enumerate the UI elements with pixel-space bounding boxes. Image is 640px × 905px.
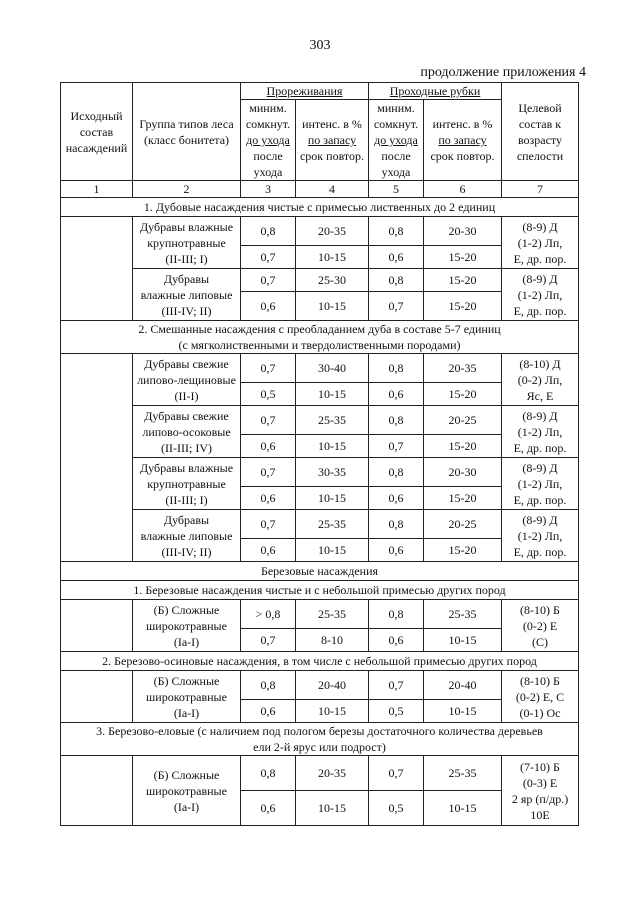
h5-line-1: миним. (377, 101, 415, 115)
table-row (61, 756, 579, 791)
section-row (61, 321, 579, 354)
section-title (61, 723, 579, 756)
col-num: 2 (133, 181, 241, 198)
value-cell: 10-15 (296, 435, 369, 458)
target-composition-cell (502, 217, 579, 269)
value-cell: 0,6 (241, 292, 296, 321)
type-line: (Б) Сложные (153, 673, 220, 688)
value-cell: 20-40 (424, 671, 502, 700)
value-cell: 10-15 (424, 791, 502, 826)
target-line: (1-2) Лп, (517, 476, 563, 491)
target-line: (8-9) Д (522, 512, 558, 527)
target-line: (8-10) Б (520, 673, 560, 688)
type-line: Дубравы свежие (144, 408, 229, 423)
target-line: (0-2) Е, С (515, 689, 565, 704)
target-line: (1-2) Лп, (517, 424, 563, 439)
type-line: (III-IV; II) (161, 544, 212, 559)
target-line: (7-10) Б (520, 759, 560, 774)
h3-line-2: сомкнут. (245, 117, 291, 131)
value-cell: 15-20 (424, 383, 502, 406)
target-line: (0-1) Ос (519, 705, 561, 720)
value-cell: 25-35 (296, 510, 369, 539)
value-cell: 25-35 (296, 406, 369, 435)
target-composition-cell (502, 458, 579, 510)
forest-type-cell (133, 354, 241, 406)
value-cell: 0,7 (369, 756, 424, 791)
value-cell: 0,5 (369, 791, 424, 826)
value-cell: 30-40 (296, 354, 369, 383)
table-row (61, 458, 579, 487)
value-cell: 10-15 (296, 383, 369, 406)
type-line: (II-III; I) (165, 251, 208, 266)
value-cell: 0,6 (241, 435, 296, 458)
value-cell: 0,8 (369, 217, 424, 246)
value-cell: 0,7 (241, 510, 296, 539)
value-cell: 15-20 (424, 269, 502, 292)
target-composition-cell (502, 756, 579, 826)
value-cell: 20-25 (424, 510, 502, 539)
value-cell: 20-35 (424, 354, 502, 383)
target-line: (0-3) Е (522, 775, 558, 790)
target-composition-cell (502, 406, 579, 458)
type-line: влажные липовые (140, 287, 233, 302)
section-row (61, 723, 579, 756)
value-cell: 20-30 (424, 458, 502, 487)
target-line: (8-9) Д (522, 219, 558, 234)
value-cell: 0,7 (241, 354, 296, 383)
type-line: крупнотравные (147, 476, 226, 491)
target-line: Е, др. пор. (513, 544, 567, 559)
target-line: 2 яр (п/др.) (511, 791, 569, 806)
type-line: (II-III; I) (165, 492, 208, 507)
value-cell: 30-35 (296, 458, 369, 487)
silviculture-table (60, 82, 579, 826)
table-row (61, 600, 579, 629)
target-line: (8-10) Д (519, 356, 561, 371)
type-line: (Б) Сложные (153, 602, 220, 617)
value-cell: 0,7 (369, 671, 424, 700)
value-cell: 0,7 (369, 435, 424, 458)
value-cell: 0,7 (241, 246, 296, 269)
value-cell: 0,6 (241, 539, 296, 562)
section-title-line: ели 2-й ярус или подрост) (253, 740, 386, 754)
target-line: (0-2) Лп, (517, 372, 563, 387)
table-row (61, 217, 579, 246)
initial-composition-cell (61, 671, 133, 723)
header-thinning: Прореживания (241, 83, 369, 100)
target-line: (8-10) Б (520, 602, 560, 617)
value-cell: 0,8 (241, 217, 296, 246)
value-cell: 15-20 (424, 539, 502, 562)
h3-line-3: до ухода (246, 133, 290, 147)
initial-composition-cell (61, 600, 133, 652)
value-cell: 0,7 (241, 406, 296, 435)
h6-line-3: срок повтор. (430, 149, 495, 163)
target-line: (8-9) Д (522, 271, 558, 286)
value-cell: 20-35 (296, 756, 369, 791)
value-cell: 20-30 (424, 217, 502, 246)
type-line: (Б) Сложные (153, 767, 220, 782)
type-line: (Iа-I) (173, 634, 200, 649)
forest-type-cell (133, 217, 241, 269)
type-line: Дубравы влажные (139, 460, 234, 475)
value-cell: 0,8 (241, 671, 296, 700)
target-composition-cell (502, 269, 579, 321)
header-target-composition: Целевой состав к возрасту спелости (502, 83, 579, 181)
value-cell: 0,6 (369, 539, 424, 562)
header-intensity-1 (296, 100, 369, 181)
value-cell: 0,8 (369, 406, 424, 435)
forest-type-cell (133, 756, 241, 826)
value-cell: 10-15 (424, 700, 502, 723)
h3-line-1: миним. (249, 101, 287, 115)
type-line: широкотравные (146, 783, 227, 798)
h5-line-2: сомкнут. (373, 117, 419, 131)
value-cell: 25-35 (296, 600, 369, 629)
initial-composition-cell (61, 756, 133, 826)
table-row (61, 510, 579, 539)
table-row (61, 269, 579, 292)
value-cell: 15-20 (424, 246, 502, 269)
target-composition-cell (502, 600, 579, 652)
value-cell: 0,7 (241, 269, 296, 292)
section-title-line: 2. Смешанные насаждения с преобладанием дуба в составе 5-7 единиц (138, 322, 501, 336)
value-cell: 25-30 (296, 269, 369, 292)
value-cell: 0,6 (241, 791, 296, 826)
section-row (61, 562, 579, 581)
value-cell: 25-35 (424, 756, 502, 791)
page-number: 303 (309, 38, 331, 53)
value-cell: 10-15 (296, 700, 369, 723)
target-line: (8-9) Д (522, 408, 558, 423)
value-cell: 10-15 (296, 791, 369, 826)
col-num: 3 (241, 181, 296, 198)
h5-line-3: до ухода (374, 133, 418, 147)
forest-type-cell (133, 671, 241, 723)
type-line: широкотравные (146, 618, 227, 633)
value-cell: 0,7 (241, 629, 296, 652)
value-cell: 10-15 (296, 246, 369, 269)
table-row (61, 406, 579, 435)
section-title-line: (с мягколиственными и твердолиственными породами) (178, 338, 461, 352)
type-line: (Iа-I) (173, 705, 200, 720)
col-num: 4 (296, 181, 369, 198)
header-initial-composition: Исходный состав насаждений (61, 83, 133, 181)
section-row (61, 198, 579, 217)
value-cell: 10-15 (296, 539, 369, 562)
type-line: Дубравы (163, 271, 210, 286)
type-line: липово-лещиновые (137, 372, 236, 387)
target-line: Е, др. пор. (513, 251, 567, 266)
h4-line-2: по запасу (307, 133, 357, 147)
type-line: Дубравы влажные (139, 219, 234, 234)
value-cell: 8-10 (296, 629, 369, 652)
value-cell: 0,6 (369, 246, 424, 269)
section-row (61, 652, 579, 671)
type-line: (Iа-I) (173, 799, 200, 814)
value-cell: 10-15 (296, 487, 369, 510)
value-cell: 0,8 (369, 269, 424, 292)
value-cell: 0,8 (369, 510, 424, 539)
birch-stands-title: Березовые насаждения (61, 562, 579, 581)
value-cell: > 0,8 (241, 600, 296, 629)
h6-line-1: интенс. в % (432, 117, 493, 131)
forest-type-cell (133, 600, 241, 652)
target-composition-cell (502, 354, 579, 406)
initial-composition-cell (61, 354, 133, 562)
value-cell: 0,6 (369, 487, 424, 510)
target-line: (8-9) Д (522, 460, 558, 475)
table-row (61, 671, 579, 700)
table-row (61, 354, 579, 383)
forest-type-cell (133, 458, 241, 510)
value-cell: 0,8 (369, 354, 424, 383)
h4-line-3: срок повтор. (299, 149, 365, 163)
target-line: (1-2) Лп, (517, 287, 563, 302)
type-line: Дубравы свежие (144, 356, 229, 371)
header-passage-cutting: Проходные рубки (369, 83, 502, 100)
value-cell: 0,5 (369, 700, 424, 723)
target-line: (0-2) Е (522, 618, 558, 633)
value-cell: 0,6 (241, 487, 296, 510)
target-line: 10Е (530, 807, 550, 822)
col-num: 7 (502, 181, 579, 198)
value-cell: 10-15 (296, 292, 369, 321)
value-cell: 15-20 (424, 487, 502, 510)
value-cell: 20-35 (296, 217, 369, 246)
section-title (61, 321, 579, 354)
section-title: 2. Березово-осиновые насаждения, в том числе с небольшой примесью других пород (61, 652, 579, 671)
header-min-closure-2 (369, 100, 424, 181)
forest-type-cell (133, 510, 241, 562)
h4-line-1: интенс. в % (302, 117, 362, 131)
h6-line-2: по запасу (438, 133, 487, 147)
target-line: Е, др. пор. (513, 303, 567, 318)
section-title-line: 3. Березово-еловые (с наличием под пологом березы достаточного количества деревьев (96, 724, 543, 738)
header-min-closure-1 (241, 100, 296, 181)
h3-line-4: после ухода (253, 149, 283, 179)
value-cell: 0,6 (369, 383, 424, 406)
value-cell: 20-40 (296, 671, 369, 700)
type-line: (II-I) (174, 388, 199, 403)
forest-type-cell (133, 406, 241, 458)
target-composition-cell (502, 671, 579, 723)
header-forest-type-group: Группа типов леса (класс бонитета) (133, 83, 241, 181)
target-line: Е, др. пор. (513, 492, 567, 507)
target-line: (1-2) Лп, (517, 235, 563, 250)
target-line: (С) (532, 634, 548, 649)
forest-type-cell (133, 269, 241, 321)
value-cell: 0,8 (369, 600, 424, 629)
type-line: широкотравные (146, 689, 227, 704)
value-cell: 0,5 (241, 383, 296, 406)
target-composition-cell (502, 510, 579, 562)
col-num: 5 (369, 181, 424, 198)
section-title: 1. Дубовые насаждения чистые с примесью лиственных до 2 единиц (61, 198, 579, 217)
value-cell: 15-20 (424, 435, 502, 458)
column-number-row (61, 181, 579, 198)
value-cell: 0,8 (241, 756, 296, 791)
value-cell: 20-25 (424, 406, 502, 435)
value-cell: 0,7 (241, 458, 296, 487)
header-row (61, 83, 579, 100)
target-line: (1-2) Лп, (517, 528, 563, 543)
value-cell: 15-20 (424, 292, 502, 321)
section-title: 1. Березовые насаждения чистые и с небольшой примесью других пород (61, 581, 579, 600)
continuation-label: продолжение приложения 4 (420, 65, 586, 80)
col-num: 6 (424, 181, 502, 198)
value-cell: 0,8 (369, 458, 424, 487)
type-line: крупнотравные (147, 235, 226, 250)
type-line: липово-осоковые (142, 424, 231, 439)
type-line: (II-III; IV) (161, 440, 212, 455)
header-intensity-2 (424, 100, 502, 181)
target-line: Яс, Е (526, 388, 554, 403)
type-line: Дубравы (163, 512, 210, 527)
value-cell: 0,7 (369, 292, 424, 321)
initial-composition-cell (61, 217, 133, 321)
type-line: (III-IV; II) (161, 303, 212, 318)
value-cell: 0,6 (369, 629, 424, 652)
value-cell: 0,6 (241, 700, 296, 723)
section-row (61, 581, 579, 600)
value-cell: 10-15 (424, 629, 502, 652)
h5-line-4: после ухода (381, 149, 411, 179)
value-cell: 25-35 (424, 600, 502, 629)
type-line: влажные липовые (140, 528, 233, 543)
col-num: 1 (61, 181, 133, 198)
target-line: Е, др. пор. (513, 440, 567, 455)
